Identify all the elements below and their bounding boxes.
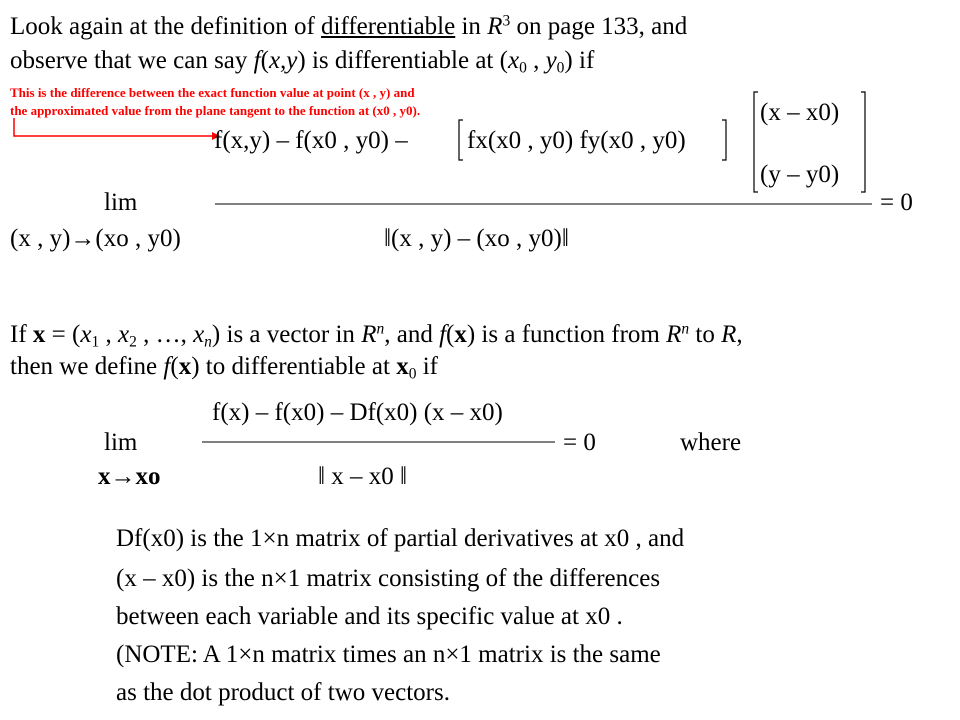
formula1-vector-bottom: (y – y0) xyxy=(760,161,840,188)
general-text: If xyxy=(10,321,33,348)
intro-text: ) is differentiable at ( xyxy=(297,47,508,74)
symbol-f: f xyxy=(253,47,261,74)
general-text: = ( xyxy=(45,321,81,348)
intro-text: observe that we can say xyxy=(10,47,254,74)
general-text: ) is a function from xyxy=(466,321,667,348)
explanation-line-3: between each variable and its specific value at x0 . xyxy=(116,603,623,630)
vector-bracket-left xyxy=(754,92,758,192)
explanation-line-2: (x – x0) is the n×1 matrix consisting of the differences xyxy=(116,565,661,592)
general-text: ) is a vector in xyxy=(211,321,362,348)
intro-text: ( xyxy=(260,47,269,74)
intro-text: ) if xyxy=(564,47,595,74)
general-line-1: If $x = (x_1$ , $x_2$ , …, $x_n$) is a vector in $R^n$, and f(x) is a function from $R^n$ to R, xyxy=(10,320,743,351)
formula2-denominator: ‖ x – x0 ‖ xyxy=(318,463,408,490)
intro-line-1 xyxy=(10,14,687,39)
general-text: ) to differentiable at xyxy=(191,353,397,380)
annotation-line-2: the approximated value from the plane tangent to the function at (x0 , y0). xyxy=(10,103,421,118)
symbol-R: R xyxy=(487,13,503,40)
formula2-lim: lim xyxy=(104,429,138,456)
formula1-denominator: ‖(x , y) – (xo , y0)‖ xyxy=(384,225,569,252)
subscript: 0 xyxy=(519,59,527,77)
symbol-xy: x,y xyxy=(268,47,298,74)
explanation-line-4: (NOTE: A 1×n matrix times an n×1 matrix is the same xyxy=(116,641,661,668)
formula2-where: where xyxy=(680,429,742,456)
gradient-bracket-left xyxy=(459,120,463,160)
formula1-gradient: fx(x0 , y0) fy(x0 , y0) xyxy=(467,127,686,154)
intro-text: , xyxy=(526,47,546,74)
general-text: to xyxy=(689,321,722,348)
general-text: then we define xyxy=(10,353,164,380)
formula1-equals: = 0 xyxy=(880,189,913,216)
formula2-limit-under: x→xo xyxy=(98,463,161,490)
subscript: 0 xyxy=(556,59,565,77)
exponent: 3 xyxy=(502,12,511,30)
annotation-line-1: This is the difference between the exact function value at point (x , y) and xyxy=(10,85,415,100)
intro-text: on page 133, and xyxy=(510,13,688,40)
vector-bracket-right xyxy=(861,92,865,192)
general-text: , and xyxy=(384,321,440,348)
formula1-numerator: f(x,y) – f(x0 , y0) – xyxy=(214,127,408,154)
explanation-line-5: as the dot product of two vectors. xyxy=(116,679,450,706)
intro-text: in xyxy=(455,13,488,40)
intro-text: Look again at the definition of xyxy=(10,13,322,40)
term-differentiable: differentiable xyxy=(321,13,456,40)
gradient-bracket-right xyxy=(722,120,726,160)
formula1-limit-under: (x , y)→(xo , y0) xyxy=(10,225,181,252)
general-line-2: then we define f(x) to differentiable at $x_0$ if xyxy=(10,353,438,383)
annotation-arrow xyxy=(14,118,212,136)
symbol-x: x xyxy=(507,47,520,74)
formula2-numerator: f(x) – f(x0) – Df(x0) (x – x0) xyxy=(212,399,503,426)
formula1-vector-top: (x – x0) xyxy=(760,99,840,126)
general-text: if xyxy=(416,353,438,380)
intro-line-2 xyxy=(10,47,595,77)
explanation-line-1: Df(x0) is the 1×n matrix of partial derivatives at x0 , and xyxy=(116,525,685,552)
formula2-equals: = 0 xyxy=(563,429,596,456)
formula1-lim: lim xyxy=(104,189,138,216)
symbol-y: y xyxy=(545,47,557,74)
